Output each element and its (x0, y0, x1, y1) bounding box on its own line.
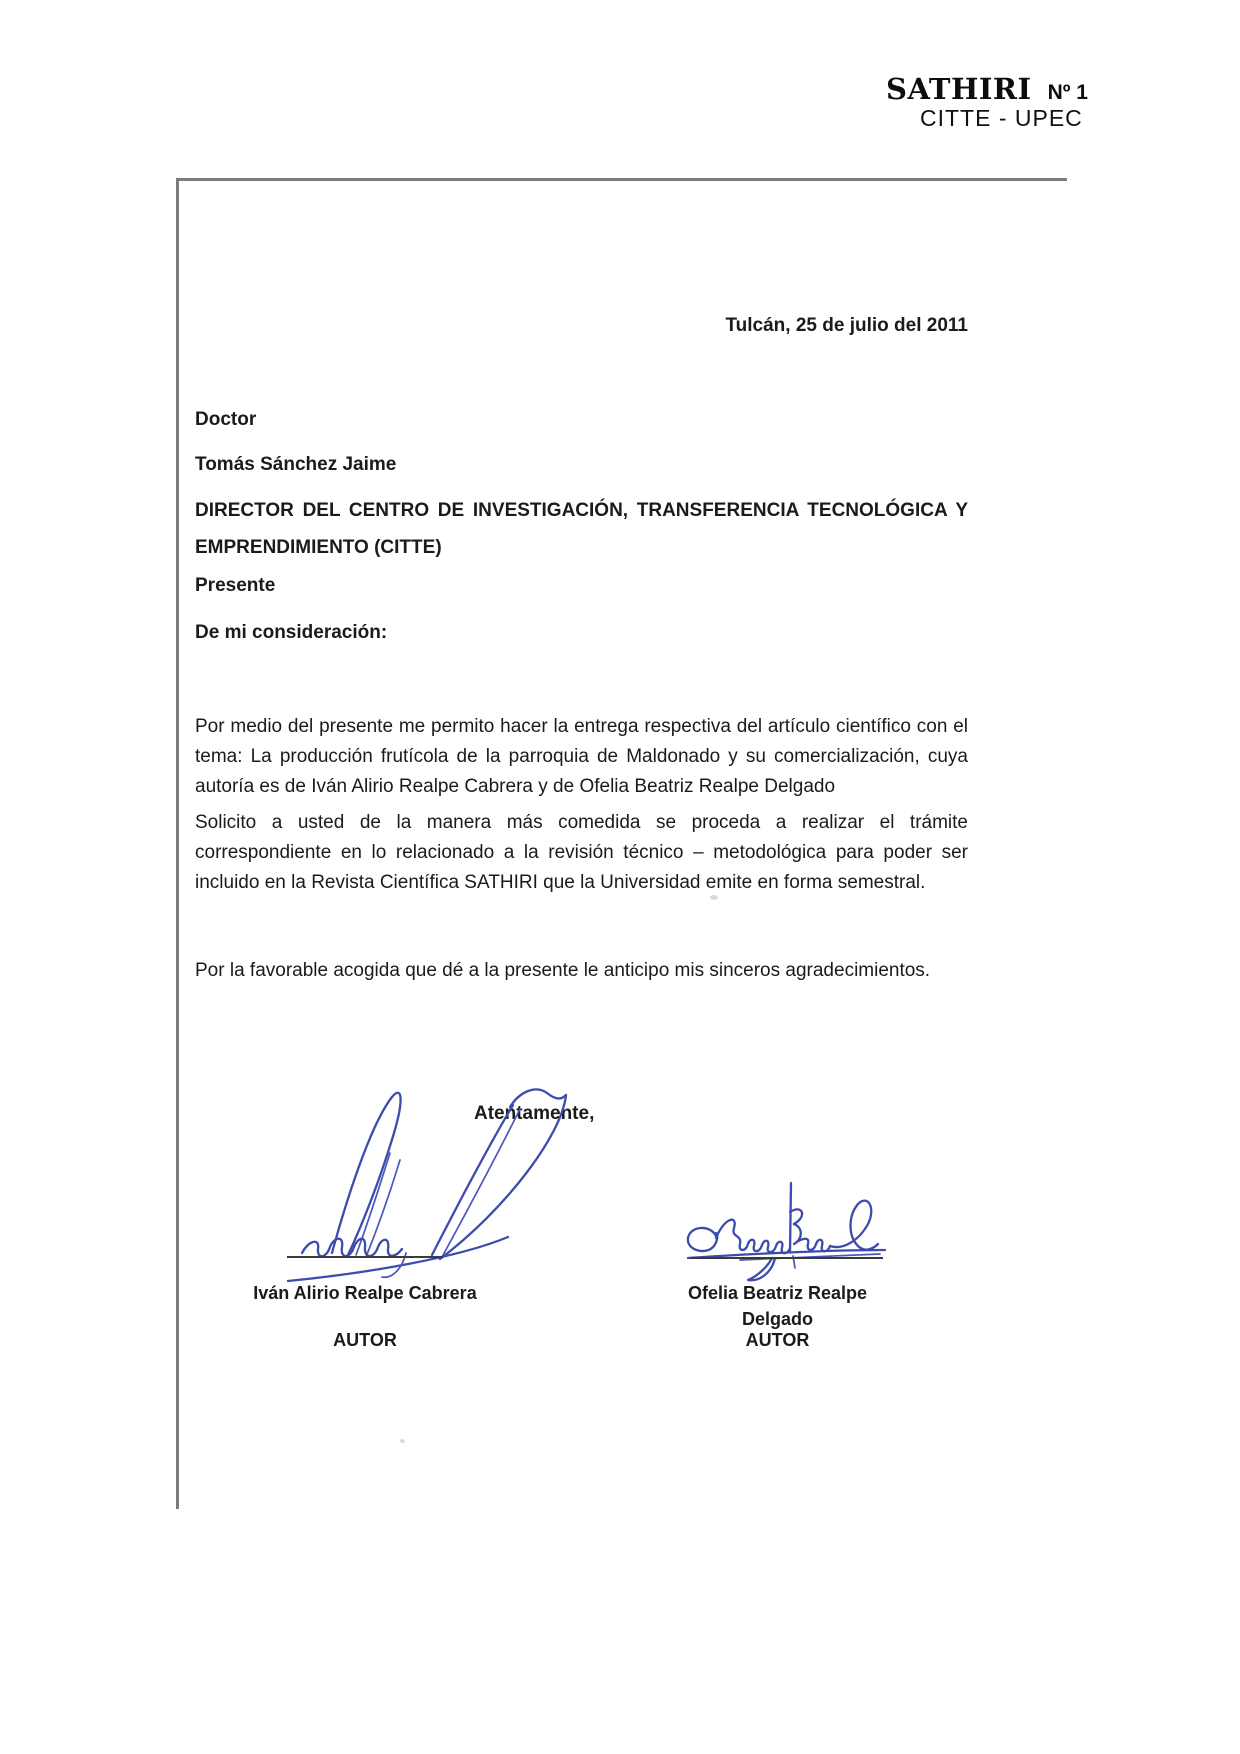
greeting-line: De mi consideración: (195, 622, 388, 643)
scan-speck (710, 895, 718, 900)
signatory-name-right: Ofelia Beatriz Realpe Delgado (687, 1283, 868, 1329)
recipient-title-line1: DIRECTOR DEL CENTRO DE INVESTIGACIÓN, TRANSFERENCIA TECNOLÓGICA Y (195, 500, 968, 521)
recipient-title (195, 492, 968, 566)
recipient-salutation: Doctor (195, 409, 257, 430)
journal-issue-number: Nº 1 (1047, 81, 1088, 104)
signatory-role-left: AUTOR (333, 1330, 397, 1350)
body-paragraph-1: Por medio del presente me permito hacer la entrega respectiva del artículo científico con el tema: La producción frutícola de la parroquia de Maldonado y su comercialización, cuya autoría es de Iván Alirio Realpe Cabrera y de Ofelia Beatriz Realpe Delgado (195, 716, 968, 797)
journal-title: SATHIRI (886, 72, 1032, 106)
letter-date: Tulcán, 25 de julio del 2011 (725, 315, 968, 336)
journal-org: CITTE - UPEC (920, 105, 1083, 131)
journal-header (886, 72, 1088, 106)
recipient-name: Tomás Sánchez Jaime (195, 454, 397, 475)
signatory-name-left: Iván Alirio Realpe Cabrera (253, 1283, 477, 1303)
signature-line-left (287, 1256, 443, 1258)
signatory-role-right: AUTOR (745, 1330, 810, 1350)
presente-label: Presente (195, 575, 276, 596)
recipient-title-line2: EMPRENDIMIENTO (CITTE) (195, 537, 442, 558)
body-paragraph-3: Por la favorable acogida que dé a la presente le anticipo mis sinceros agradecimientos. (195, 960, 931, 981)
scan-speck (400, 1439, 405, 1443)
closing-line: Atentamente, (474, 1103, 595, 1124)
signature-line-right (690, 1257, 883, 1259)
body-paragraph-2: Solicito a usted de la manera más comedida se proceda a realizar el trámite correspondiente en lo relacionado a la revisión técnico – metodológica para poder ser incluido en la Revista Científica SATHIRI que la Universidad emite en forma semestral. (195, 812, 968, 893)
